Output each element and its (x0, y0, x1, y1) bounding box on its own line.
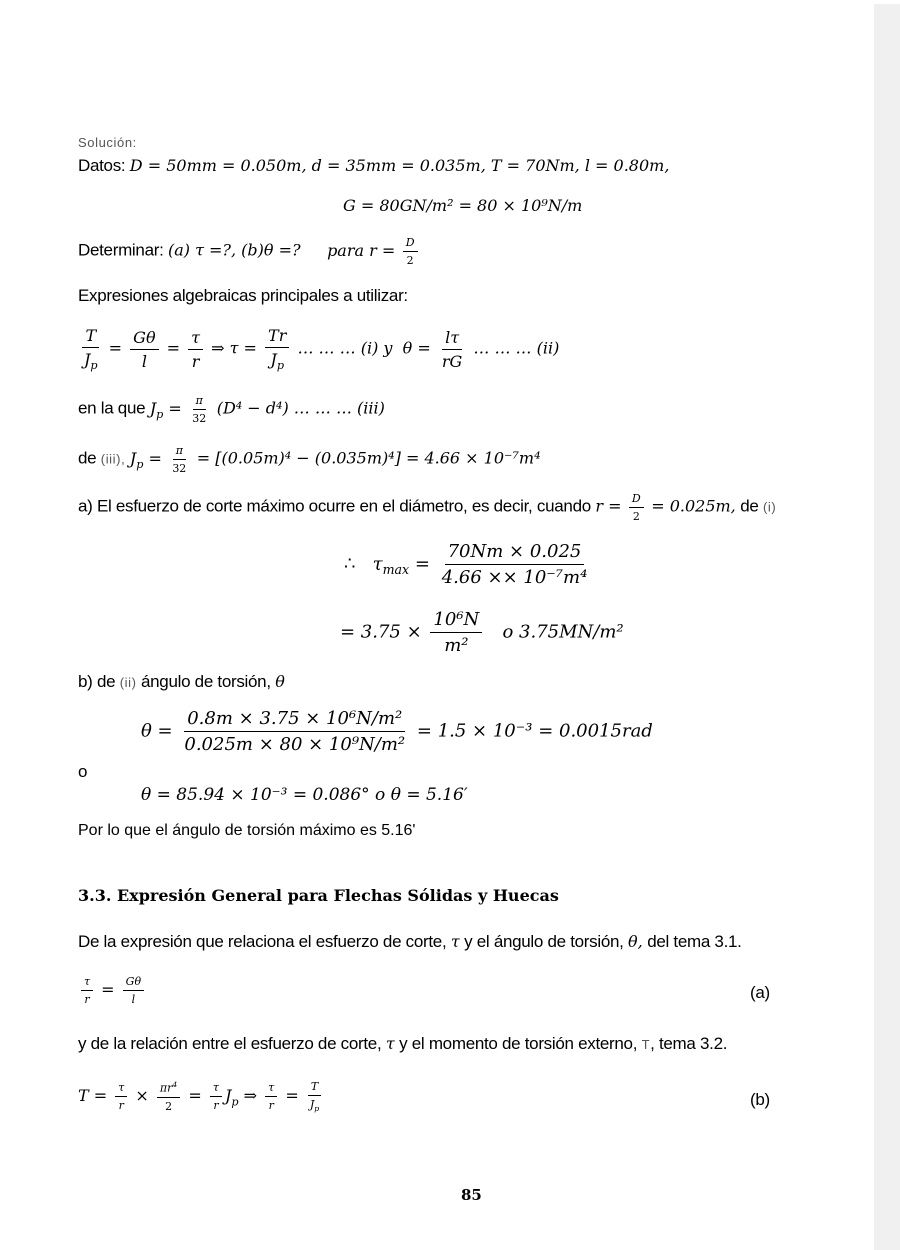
expresiones-text: Expresiones algebraicas principales a utilizar: (78, 286, 408, 305)
determinar-for: para r = (327, 240, 396, 260)
result-denominator: m² (444, 635, 469, 656)
datos-values: D = 50mm = 0.050m, d = 35mm = 0.035m, T = 70Nm, l = 0.80m, (129, 156, 670, 175)
o-label: o (78, 762, 88, 781)
para1-theta: θ, (628, 932, 643, 951)
equation-i-ii: $\frac{T}{J_p}$ = $\frac{G\theta}{l}$ = $\frac{\tau}{r}$ ⇒ τ = $\frac{Tr}{J_p}$ … … … (i) y θ = $\frac{l\tau}{rG}$ … … … (ii) (84, 326, 560, 373)
equation-b: T = $\frac{\tau}{r}$ × $\frac{\pi r^4}{2}$ = $\frac{\tau}{r}$ $J_p$ ⇒ $\frac{\tau}{r}$ = $\frac{T}{J_p}$ (78, 1080, 320, 1114)
tau-subscript: max (382, 562, 410, 578)
eq1-suffix: … … … (i) y (297, 338, 393, 358)
part-a-math: = 0.025m, (651, 496, 736, 516)
para2-tau: τ (385, 1034, 395, 1053)
jp-calculation: de (iii), $J_p$ = $\frac{\pi}{32}$ = [(0.05m)⁴ − (0.035m)⁴] = 4.66 × 10⁻⁷m⁴ (78, 444, 541, 475)
page-number: 85 (461, 1186, 482, 1204)
determinar-label: Determinar: (78, 240, 164, 260)
para2-t: T (641, 1037, 651, 1052)
datos-line (78, 156, 669, 176)
paragraph-2 (78, 1034, 727, 1054)
en-la-que-label: en la que (78, 398, 146, 418)
equation-b-label: (b) (750, 1090, 770, 1109)
d-over-2: $\frac{D}{2}$ (403, 236, 418, 267)
theta-equation (141, 708, 653, 755)
solucion-label: Solución: (78, 135, 137, 150)
eq2-suffix: … … … (ii) (473, 338, 560, 358)
determinar-line (78, 236, 421, 267)
result-prefix: = 3.75 × (340, 621, 422, 643)
result-suffix: o 3.75MN/m² (502, 621, 624, 643)
g-line: G = 80GN/m² = 80 × 10⁹N/m (343, 196, 583, 215)
theta-denominator: 0.025m × 80 × 10⁹N/m² (184, 734, 406, 755)
para1-tau: τ (450, 932, 460, 951)
tau-max-equation: ∴ $\tau_{max}$ = $\frac{70Nm \times 0.025}{\text{4.66 ×× 10⁻⁷m⁴}}$ (344, 541, 593, 588)
datos-label: Datos: (78, 156, 126, 175)
part-a-line: a) El esfuerzo de corte máximo ocurre en el diámetro, es decir, cuando r = $\frac{D}{2}$ = 0.025m, de (i) (78, 492, 777, 523)
jp-definition: en la que $J_p$ = $\frac{\pi}{32}$ (D⁴ − d⁴) … … … (iii) (78, 394, 385, 425)
conclusion-text: Por lo que el ángulo de torsión máximo es 5.16' (78, 822, 416, 839)
paragraph-1 (78, 932, 742, 952)
result-numerator: 10⁶N (430, 609, 482, 633)
theta-degrees-line: θ = 85.94 × 10⁻³ = 0.086° o θ = 5.16′ (141, 785, 468, 805)
part-b-label: b) de (78, 672, 116, 691)
jp-calc-tail: = [(0.05m)⁴ − (0.035m)⁴] = 4.66 × 10⁻⁷m⁴ (196, 448, 541, 468)
determinar-values: (a) τ =?, (b)θ =? (167, 240, 301, 260)
equation-a-label: (a) (750, 983, 770, 1002)
equation-a: $\frac{\tau}{r}$ = $\frac{G\theta}{l}$ (78, 975, 147, 1006)
theta-result: = 1.5 × 10⁻³ = 0.0015rad (416, 720, 653, 742)
therefore-symbol: ∴ (344, 553, 356, 575)
para1-end: del tema 3.1. (647, 932, 742, 951)
theta-numerator: 0.8m × 3.75 × 10⁶N/m² (184, 708, 405, 732)
de-label: de (78, 448, 97, 468)
para2-mid: y el momento de torsión externo, (399, 1034, 638, 1053)
part-b-text: ángulo de torsión, (141, 672, 271, 691)
tau-result-line (340, 609, 624, 656)
section-heading: 3.3. Expresión General para Flechas Sólidas y Huecas (78, 886, 559, 905)
tau-numerator: 70Nm × 0.025 (445, 541, 585, 565)
part-b-theta: θ (275, 672, 285, 691)
part-a-ref: (i) (762, 499, 777, 515)
jp-tail: (D⁴ − d⁴) … … … (iii) (216, 398, 385, 418)
part-a-de: de (740, 496, 759, 516)
para2-start: y de la relación entre el esfuerzo de corte, (78, 1034, 382, 1053)
part-b-ref: (ii) (119, 675, 137, 690)
para2-end: , tema 3.2. (650, 1034, 728, 1053)
tau-symbol: τ (372, 553, 383, 575)
part-b-line (78, 672, 285, 692)
page-margin-bar (874, 4, 900, 1250)
para1-mid: y el ángulo de torsión, (464, 932, 624, 951)
tau-denominator: 4.66 ×× 10⁻⁷m⁴ (441, 567, 588, 588)
part-a-text: a) El esfuerzo de corte máximo ocurre en el diámetro, es decir, cuando (78, 496, 591, 516)
theta-lhs: θ = (141, 720, 173, 742)
de-iii-ref: (iii), (100, 451, 126, 467)
para1-start: De la expresión que relaciona el esfuerzo de corte, (78, 932, 447, 951)
